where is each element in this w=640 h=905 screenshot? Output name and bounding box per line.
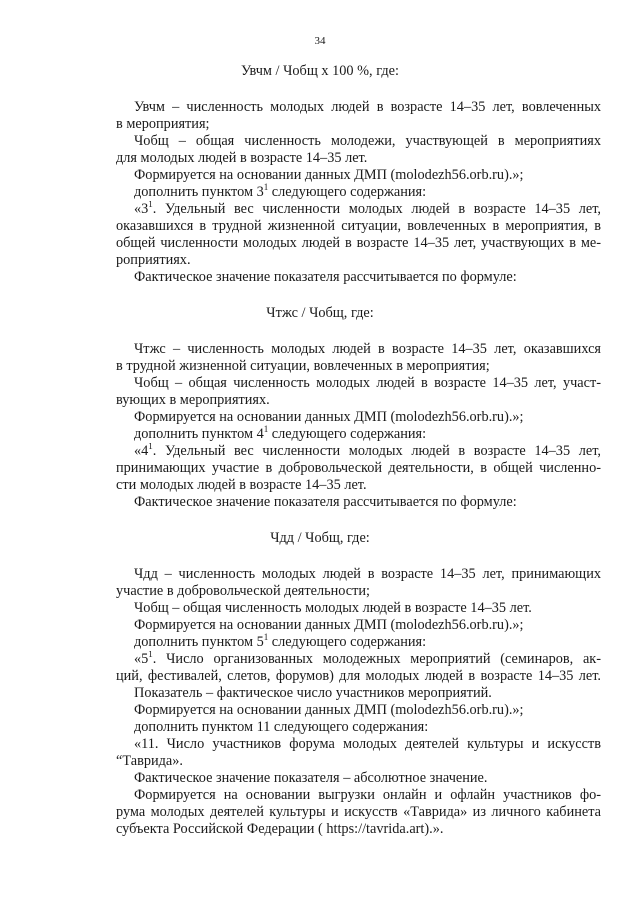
text-line: в трудной жизненной ситуации, вовлеченных в мероприятия; [116,358,490,374]
superscript: 1 [263,182,269,192]
text-line: Чобщ – общая численность молодежи, участвующей в мероприятиях [134,133,601,149]
text-line: дополнить пунктом 11 следующего содержания: [134,719,429,735]
text-line: Показатель – фактическое число участников мероприятий. [134,685,492,701]
text-line: “Таврида». [116,753,183,769]
text-line: субъекта Российской Федерации ( https://tavrida.art).». [116,821,444,837]
text-line: Формируется на основании выгрузки онлайн и офлайн участников фо- [134,787,601,803]
formula-1: Увчм / Чобщ х 100 %, где: [241,63,399,79]
text-line: Увчм – численность молодых людей в возрасте 14–35 лет, вовлеченных [134,99,601,115]
text-line: общей численности молодых людей в возрасте 14–35 лет, участвующих в ме- [116,235,601,251]
text-line: «$3^1$. Удельный вес численности молодых людей в возрасте 14–35 лет, [134,201,601,217]
text-line: «$5^1$. Число организованных молодежных мероприятий (семинаров, ак- [134,651,601,667]
text-line: в мероприятия; [116,116,210,132]
text-line: дополнить пунктом $5^1$ следующего содержания: [134,632,427,650]
text-line: Формируется на основании данных ДМП (molodezh56.orb.ru).»; [134,167,524,183]
formula-2: Чтжс / Чобщ, где: [266,305,374,321]
text-line: дополнить пунктом $3^1$ следующего содержания: [134,182,427,200]
text-line: «11. Число участников форума молодых деятелей культуры и искусств [134,736,601,752]
superscript: 1 [148,443,153,451]
text-line: рума молодых деятелей культуры и искусств «Таврида» из личного кабинета [116,804,601,820]
text-line: принимающих участие в добровольческой деятельности, в общей численно- [116,460,601,476]
text-line: вующих в мероприятиях. [116,392,270,408]
text-line: ций, фестивалей, слетов, форумов) для молодых людей в возрасте 14–35 лет. [116,668,601,684]
text-line: для молодых людей в возрасте 14–35 лет. [116,150,368,166]
superscript: 1 [148,201,153,209]
superscript: 1 [263,424,269,434]
superscript: 1 [148,651,153,659]
superscript: 1 [263,632,269,642]
text-line: Фактическое значение показателя – абсолютное значение. [134,770,488,786]
text-line: дополнить пунктом $4^1$ следующего содержания: [134,424,427,442]
text-line: Чобщ – общая численность молодых людей в возрасте 14–35 лет, участ- [134,375,601,391]
text-line: «$4^1$. Удельный вес численности молодых людей в возрасте 14–35 лет, [134,443,601,459]
text-line: Чдд – численность молодых людей в возрасте 14–35 лет, принимающих [134,566,601,582]
page-number: 34 [314,35,326,47]
text-line: участие в добровольческой деятельности; [116,583,370,599]
text-line: Чобщ – общая численность молодых людей в возрасте 14–35 лет. [134,600,532,616]
text-line: оказавшихся в трудной жизненной ситуации, вовлеченных в мероприятия, в [116,218,601,234]
formula-3: Чдд / Чобщ, где: [270,530,370,546]
text-line: Формируется на основании данных ДМП (molodezh56.orb.ru).»; [134,409,524,425]
text-line: Формируется на основании данных ДМП (molodezh56.orb.ru).»; [134,617,524,633]
text-line: роприятиях. [116,252,191,268]
text-line: сти молодых людей в возрасте 14–35 лет. [116,477,367,493]
text-line: Фактическое значение показателя рассчитывается по формуле: [134,269,517,285]
text-line: Формируется на основании данных ДМП (molodezh56.orb.ru).»; [134,702,524,718]
text-line: Чтжс – численность молодых людей в возрасте 14–35 лет, оказавшихся [134,341,601,357]
text-line: Фактическое значение показателя рассчитывается по формуле: [134,494,517,510]
